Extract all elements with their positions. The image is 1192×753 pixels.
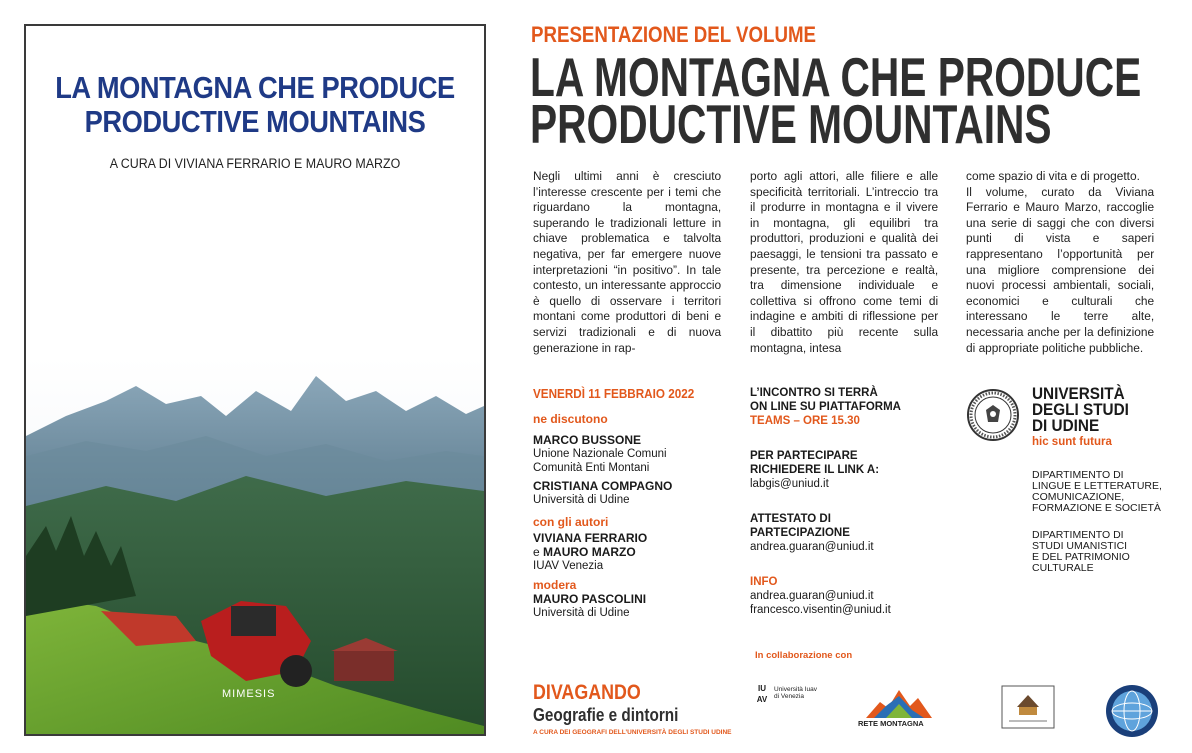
- rete-montagna-logo-icon: [866, 684, 932, 718]
- dept2-line4: CULTURALE: [1032, 562, 1094, 574]
- participate-email[interactable]: labgis@uniud.it: [750, 478, 829, 490]
- authors-affiliation: IUAV Venezia: [533, 560, 604, 572]
- series-subtitle: Geografie e dintorni: [533, 705, 679, 725]
- platform-time: TEAMS – ORE 15.30: [750, 415, 860, 427]
- cover-title-line1: LA MONTAGNA CHE PRODUCE: [55, 70, 455, 105]
- moderator-label: modera: [533, 578, 577, 592]
- body-column-3: [966, 169, 1154, 356]
- body-column-3-text: Il volume, curato da Viviana Ferrario e Mauro Marzo, raccoglie una serie di saggi che con diversi punti di vista e saperi rappresentano l’opportunità per una migliore comprensione dei nuovi processi ambientali, sociali, economici e culturali che interessano le terre alte, necessaria anche per la definizione di appropriate politiche pubbliche.: [966, 184, 1155, 355]
- dept2-line3: E DEL PATRIMONIO: [1032, 551, 1130, 563]
- book-cover: [24, 24, 486, 736]
- platform-line1: L’INCONTRO SI TERRÀ: [750, 387, 878, 399]
- speaker2-affiliation: Università di Udine: [533, 494, 630, 506]
- publisher-logo: MIMESIS: [222, 688, 276, 700]
- participate-line1: PER PARTECIPARE: [750, 450, 858, 462]
- moderator-affiliation: Università di Udine: [533, 607, 630, 619]
- info-label: INFO: [750, 576, 778, 588]
- certificate-line1: ATTESTATO DI: [750, 513, 831, 525]
- main-title-line1: LA MONTAGNA CHE PRODUCE: [530, 46, 1142, 108]
- dept1-line4: FORMAZIONE E SOCIETÀ: [1032, 502, 1161, 514]
- series-title: DIVAGANDO: [533, 681, 641, 704]
- cover-title-line2: PRODUCTIVE MOUNTAINS: [84, 104, 426, 139]
- university-motto: hic sunt futura: [1032, 436, 1112, 448]
- department-2: [1032, 530, 1130, 574]
- dept1-line3: COMUNICAZIONE,: [1032, 491, 1125, 503]
- iuav-text-line2: di Venezia: [774, 693, 804, 700]
- collaboration-label: In collaborazione con: [755, 650, 853, 661]
- iuav-logo-text: [774, 686, 817, 700]
- university-name: [1032, 386, 1129, 434]
- iuav-text-line1: Università Iuav: [774, 686, 817, 693]
- university-seal-logo: [966, 388, 1020, 442]
- platform-line2: ON LINE SU PIATTAFORMA: [750, 401, 901, 413]
- university-name-line1: UNIVERSITÀ: [1032, 384, 1125, 403]
- participate-line2: RICHIEDERE IL LINK A:: [750, 464, 880, 476]
- university-name-line2: DEGLI STUDI: [1032, 400, 1129, 419]
- body-column-1: Negli ultimi anni è cresciuto l’interesse crescente per i temi che riguardano la montagna, superando le tradizionali letture in chiave problematica e talvolta negativa, per far emergere nuove interpretazioni “in positivo”. In tale contesto, un interessante approccio è quello di osservare i territori montani come produttori di beni e servizi tradizionali e di nuova generazione in rap-: [533, 169, 722, 355]
- main-title-line2: PRODUCTIVE MOUNTAINS: [530, 93, 1052, 155]
- mountain-landscape-image: [26, 356, 484, 736]
- dept2-line2: STUDI UMANISTICI: [1032, 540, 1128, 552]
- rete-montagna-name: RETE MONTAGNA: [858, 719, 924, 728]
- authors-label: con gli autori: [533, 515, 609, 529]
- speakers-block: [533, 412, 672, 620]
- partner-crest-logo: [1001, 685, 1055, 729]
- speaker1-affiliation1: Unione Nazionale Comuni: [533, 448, 667, 460]
- certificate-email[interactable]: andrea.guaran@uniud.it: [750, 541, 874, 553]
- body-column-2: porto agli attori, alle filiere e alle specificità territoriali. L’intreccio tra il produrre in montagna e il vivere in montagna, gli equilibri tra produttori, produzioni e qualità dei paesaggi, le tensioni tra passato e presente, tra percezione e realtà, tra dimensione individuale e collettiva si offrono come temi di indagine e ambiti di riflessione per il dibattito più recente sulla montagna, intesa: [750, 169, 939, 355]
- dept2-line1: DIPARTIMENTO DI: [1032, 529, 1124, 541]
- globe-logo: [1105, 684, 1159, 738]
- author-conjunction: e: [533, 545, 540, 559]
- iuav-logo-letters: IUAV: [756, 684, 768, 704]
- dept1-line2: LINGUE E LETTERATURE,: [1032, 480, 1162, 492]
- event-date: VENERDÌ 11 FEBBRAIO 2022: [533, 386, 695, 401]
- info-email1[interactable]: andrea.guaran@uniud.it: [750, 590, 874, 602]
- certificate-line2: PARTECIPAZIONE: [750, 527, 850, 539]
- author2-name: MAURO MARZO: [543, 545, 636, 559]
- dept1-line1: DIPARTIMENTO DI: [1032, 469, 1124, 481]
- kicker: PRESENTAZIONE DEL VOLUME: [531, 22, 817, 47]
- series-note: A CURA DEI GEOGRAFI DELL’UNIVERSITÀ DEGLI STUDI UDINE: [533, 729, 732, 736]
- department-1: [1032, 470, 1162, 514]
- author2-line: [533, 545, 672, 559]
- speaker2-name: CRISTIANA COMPAGNO: [533, 479, 673, 493]
- cover-editors: A CURA DI VIVIANA FERRARIO E MAURO MARZO: [109, 156, 401, 171]
- university-name-line3: DI UDINE: [1032, 416, 1100, 435]
- moderator-name: MAURO PASCOLINI: [533, 592, 647, 606]
- info-email2[interactable]: francesco.visentin@uniud.it: [750, 604, 891, 616]
- discuss-label: ne discutono: [533, 412, 608, 426]
- details-block: [750, 386, 901, 617]
- speaker1-affiliation2: Comunità Enti Montani: [533, 462, 650, 474]
- body-column-3-intro: come spazio di vita e di progetto.: [966, 169, 1140, 183]
- speaker1-name: MARCO BUSSONE: [533, 433, 642, 447]
- author1-name: VIVIANA FERRARIO: [533, 531, 648, 545]
